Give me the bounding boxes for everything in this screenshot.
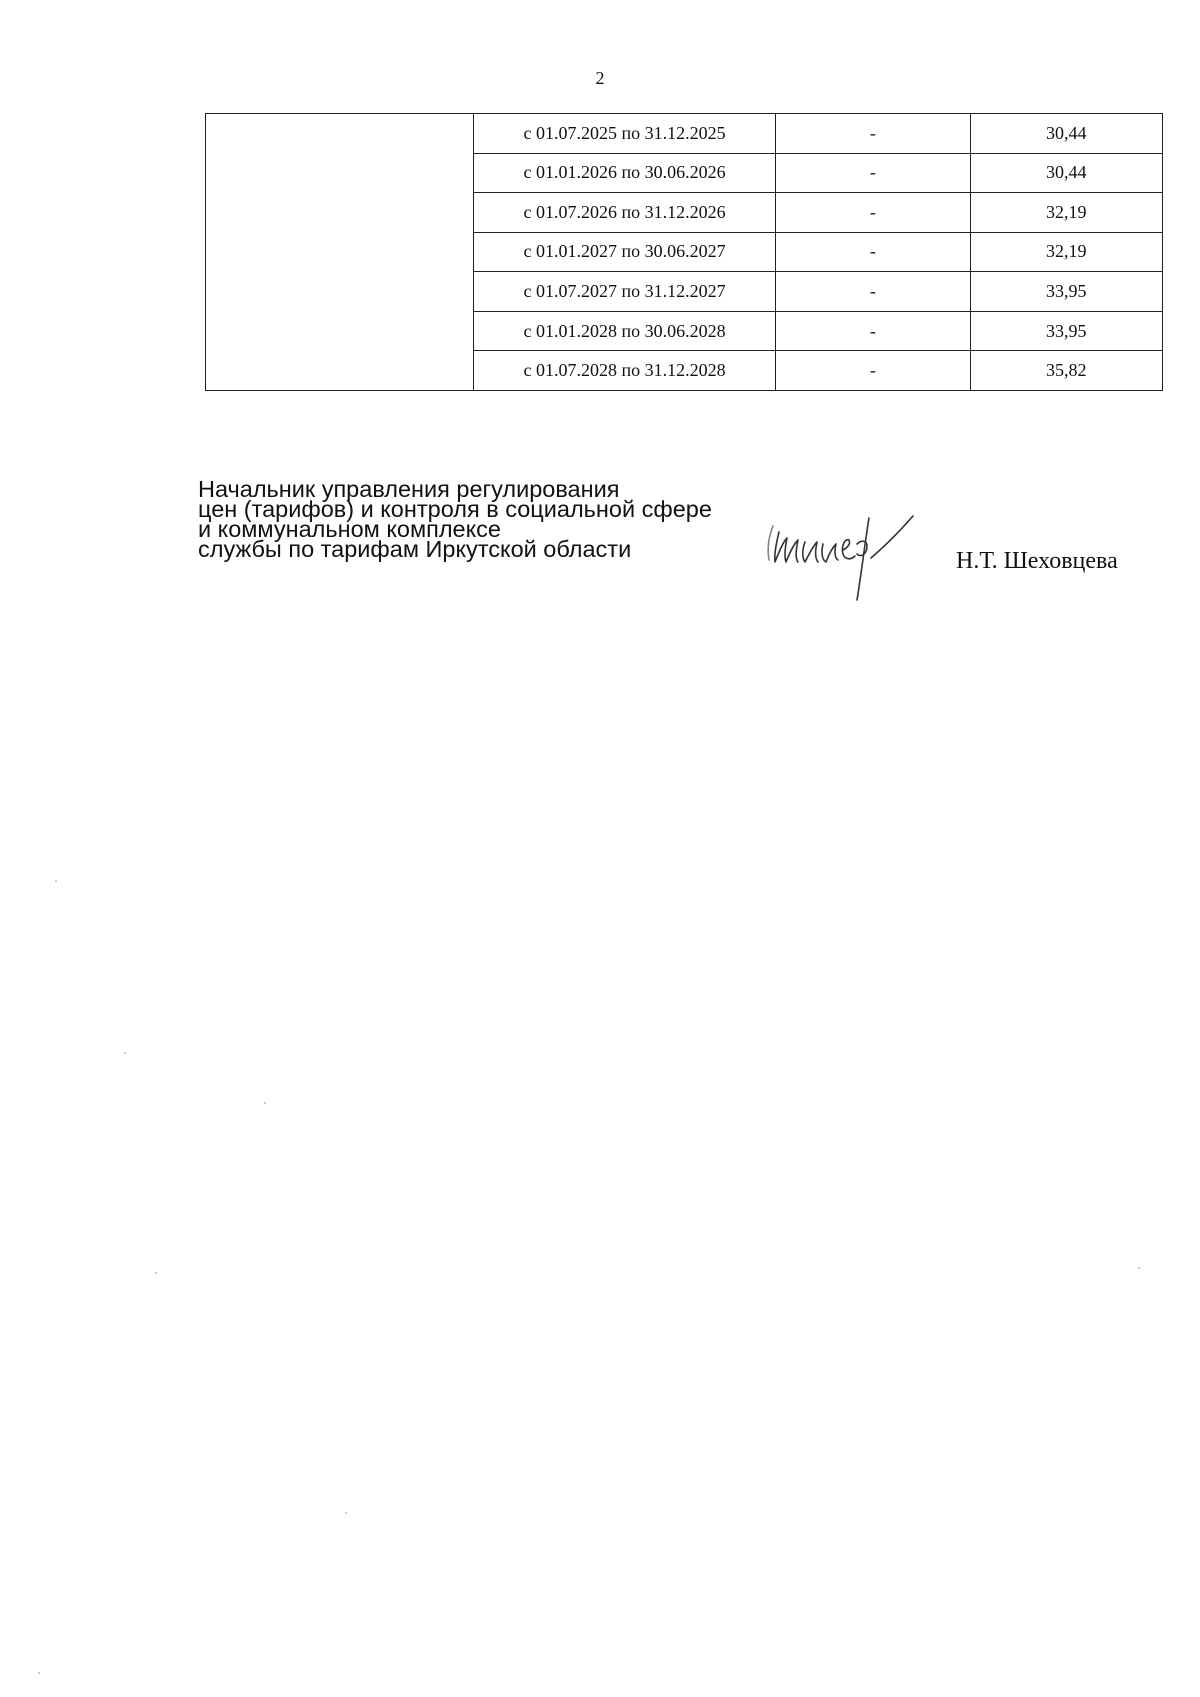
empty-merged-cell <box>206 114 474 391</box>
period-cell: с 01.07.2028 по 31.12.2028 <box>474 351 776 391</box>
tariff-value-cell: 33,95 <box>970 272 1162 312</box>
scan-speck <box>155 1272 157 1274</box>
scan-speck <box>345 1512 347 1514</box>
position-line: цен (тарифов) и контроля в социальной сфере <box>198 496 712 522</box>
scan-speck <box>124 1052 126 1054</box>
dash-cell: - <box>776 114 970 154</box>
table-row <box>206 114 1163 154</box>
handwritten-signature <box>765 514 965 604</box>
position-line: и коммунальном комплексе <box>198 516 501 542</box>
dash-cell: - <box>776 272 970 312</box>
period-cell: с 01.01.2028 по 30.06.2028 <box>474 311 776 351</box>
tariff-table <box>205 113 1163 391</box>
period-cell: с 01.07.2026 по 31.12.2026 <box>474 193 776 233</box>
scan-speck <box>38 1672 40 1674</box>
dash-cell: - <box>776 193 970 233</box>
tariff-value-cell: 33,95 <box>970 311 1162 351</box>
scan-speck <box>264 1102 266 1104</box>
scan-speck <box>55 880 57 882</box>
signatory-position <box>198 476 712 562</box>
position-line: Начальник управления регулирования <box>198 476 620 502</box>
tariff-value-cell: 32,19 <box>970 232 1162 272</box>
dash-cell: - <box>776 351 970 391</box>
dash-cell: - <box>776 311 970 351</box>
dash-cell: - <box>776 232 970 272</box>
tariff-value-cell: 30,44 <box>970 114 1162 154</box>
period-cell: с 01.01.2026 по 30.06.2026 <box>474 153 776 193</box>
tariff-value-cell: 30,44 <box>970 153 1162 193</box>
signatory-name: Н.Т. Шеховцева <box>956 548 1118 574</box>
tariff-value-cell: 35,82 <box>970 351 1162 391</box>
period-cell: с 01.07.2025 по 31.12.2025 <box>474 114 776 154</box>
period-cell: с 01.01.2027 по 30.06.2027 <box>474 232 776 272</box>
scan-speck <box>1138 1267 1140 1269</box>
dash-cell: - <box>776 153 970 193</box>
table-body <box>206 114 1163 391</box>
position-line: службы по тарифам Иркутской области <box>198 536 632 562</box>
page-number: 2 <box>595 68 605 88</box>
period-cell: с 01.07.2027 по 31.12.2027 <box>474 272 776 312</box>
tariff-value-cell: 32,19 <box>970 193 1162 233</box>
